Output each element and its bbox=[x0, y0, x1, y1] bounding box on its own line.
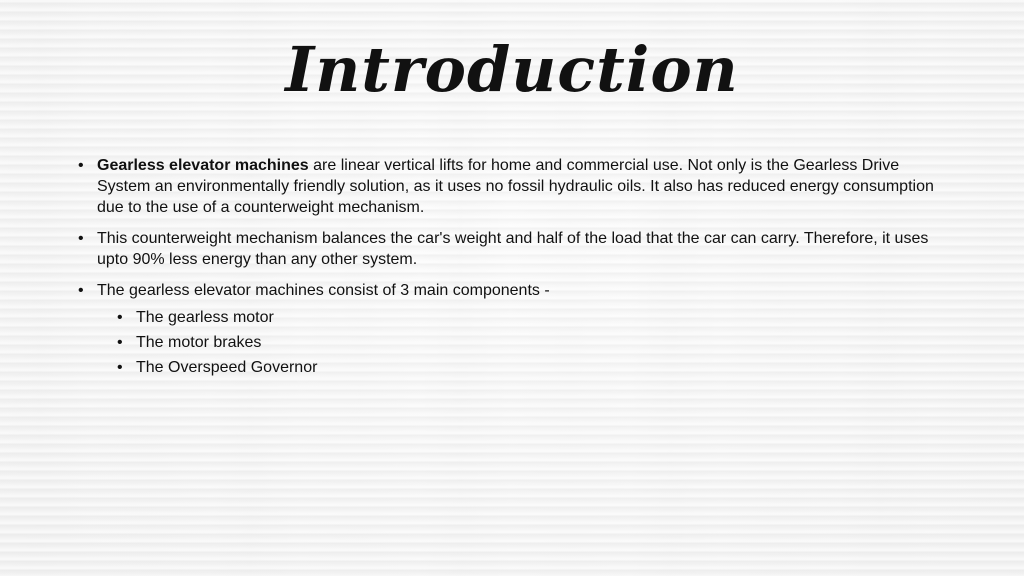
sub-bullet-text: The gearless motor bbox=[136, 309, 274, 326]
bullet-dot: • bbox=[117, 359, 123, 376]
bullet-dot: • bbox=[78, 157, 84, 174]
slide-title: Introduction bbox=[285, 33, 739, 106]
bullet-item bbox=[78, 155, 938, 218]
bullet-text: This counterweight mechanism balances the car's weight and half of the load that the car can carry. Therefore, it uses upto 90% less energy than any other system. bbox=[97, 230, 929, 268]
bullet-dot: • bbox=[117, 309, 123, 326]
slide-content bbox=[78, 155, 938, 382]
sub-bullet-text: The Overspeed Governor bbox=[136, 359, 318, 376]
bullet-item bbox=[78, 228, 938, 270]
bullet-text: are linear vertical lifts for home and commercial use. Not only is the Gearless Drive System an environmentally friendly solution, as it uses no fossil hydraulic oils. It also has reduced energy consumption due to the use of a counterweight mechanism. bbox=[97, 157, 934, 216]
sub-bullet-item bbox=[78, 357, 938, 378]
bullet-dot: • bbox=[117, 334, 123, 351]
sub-bullet-item bbox=[78, 332, 938, 353]
bullet-item bbox=[78, 280, 938, 301]
bullet-text: The gearless elevator machines consist of 3 main components - bbox=[97, 282, 550, 299]
sub-bullet-item bbox=[78, 307, 938, 328]
bullet-dot: • bbox=[78, 282, 84, 299]
bullet-dot: • bbox=[78, 230, 84, 247]
bullet-bold-text: Gearless elevator machines bbox=[97, 157, 309, 174]
sub-bullet-text: The motor brakes bbox=[136, 334, 262, 351]
